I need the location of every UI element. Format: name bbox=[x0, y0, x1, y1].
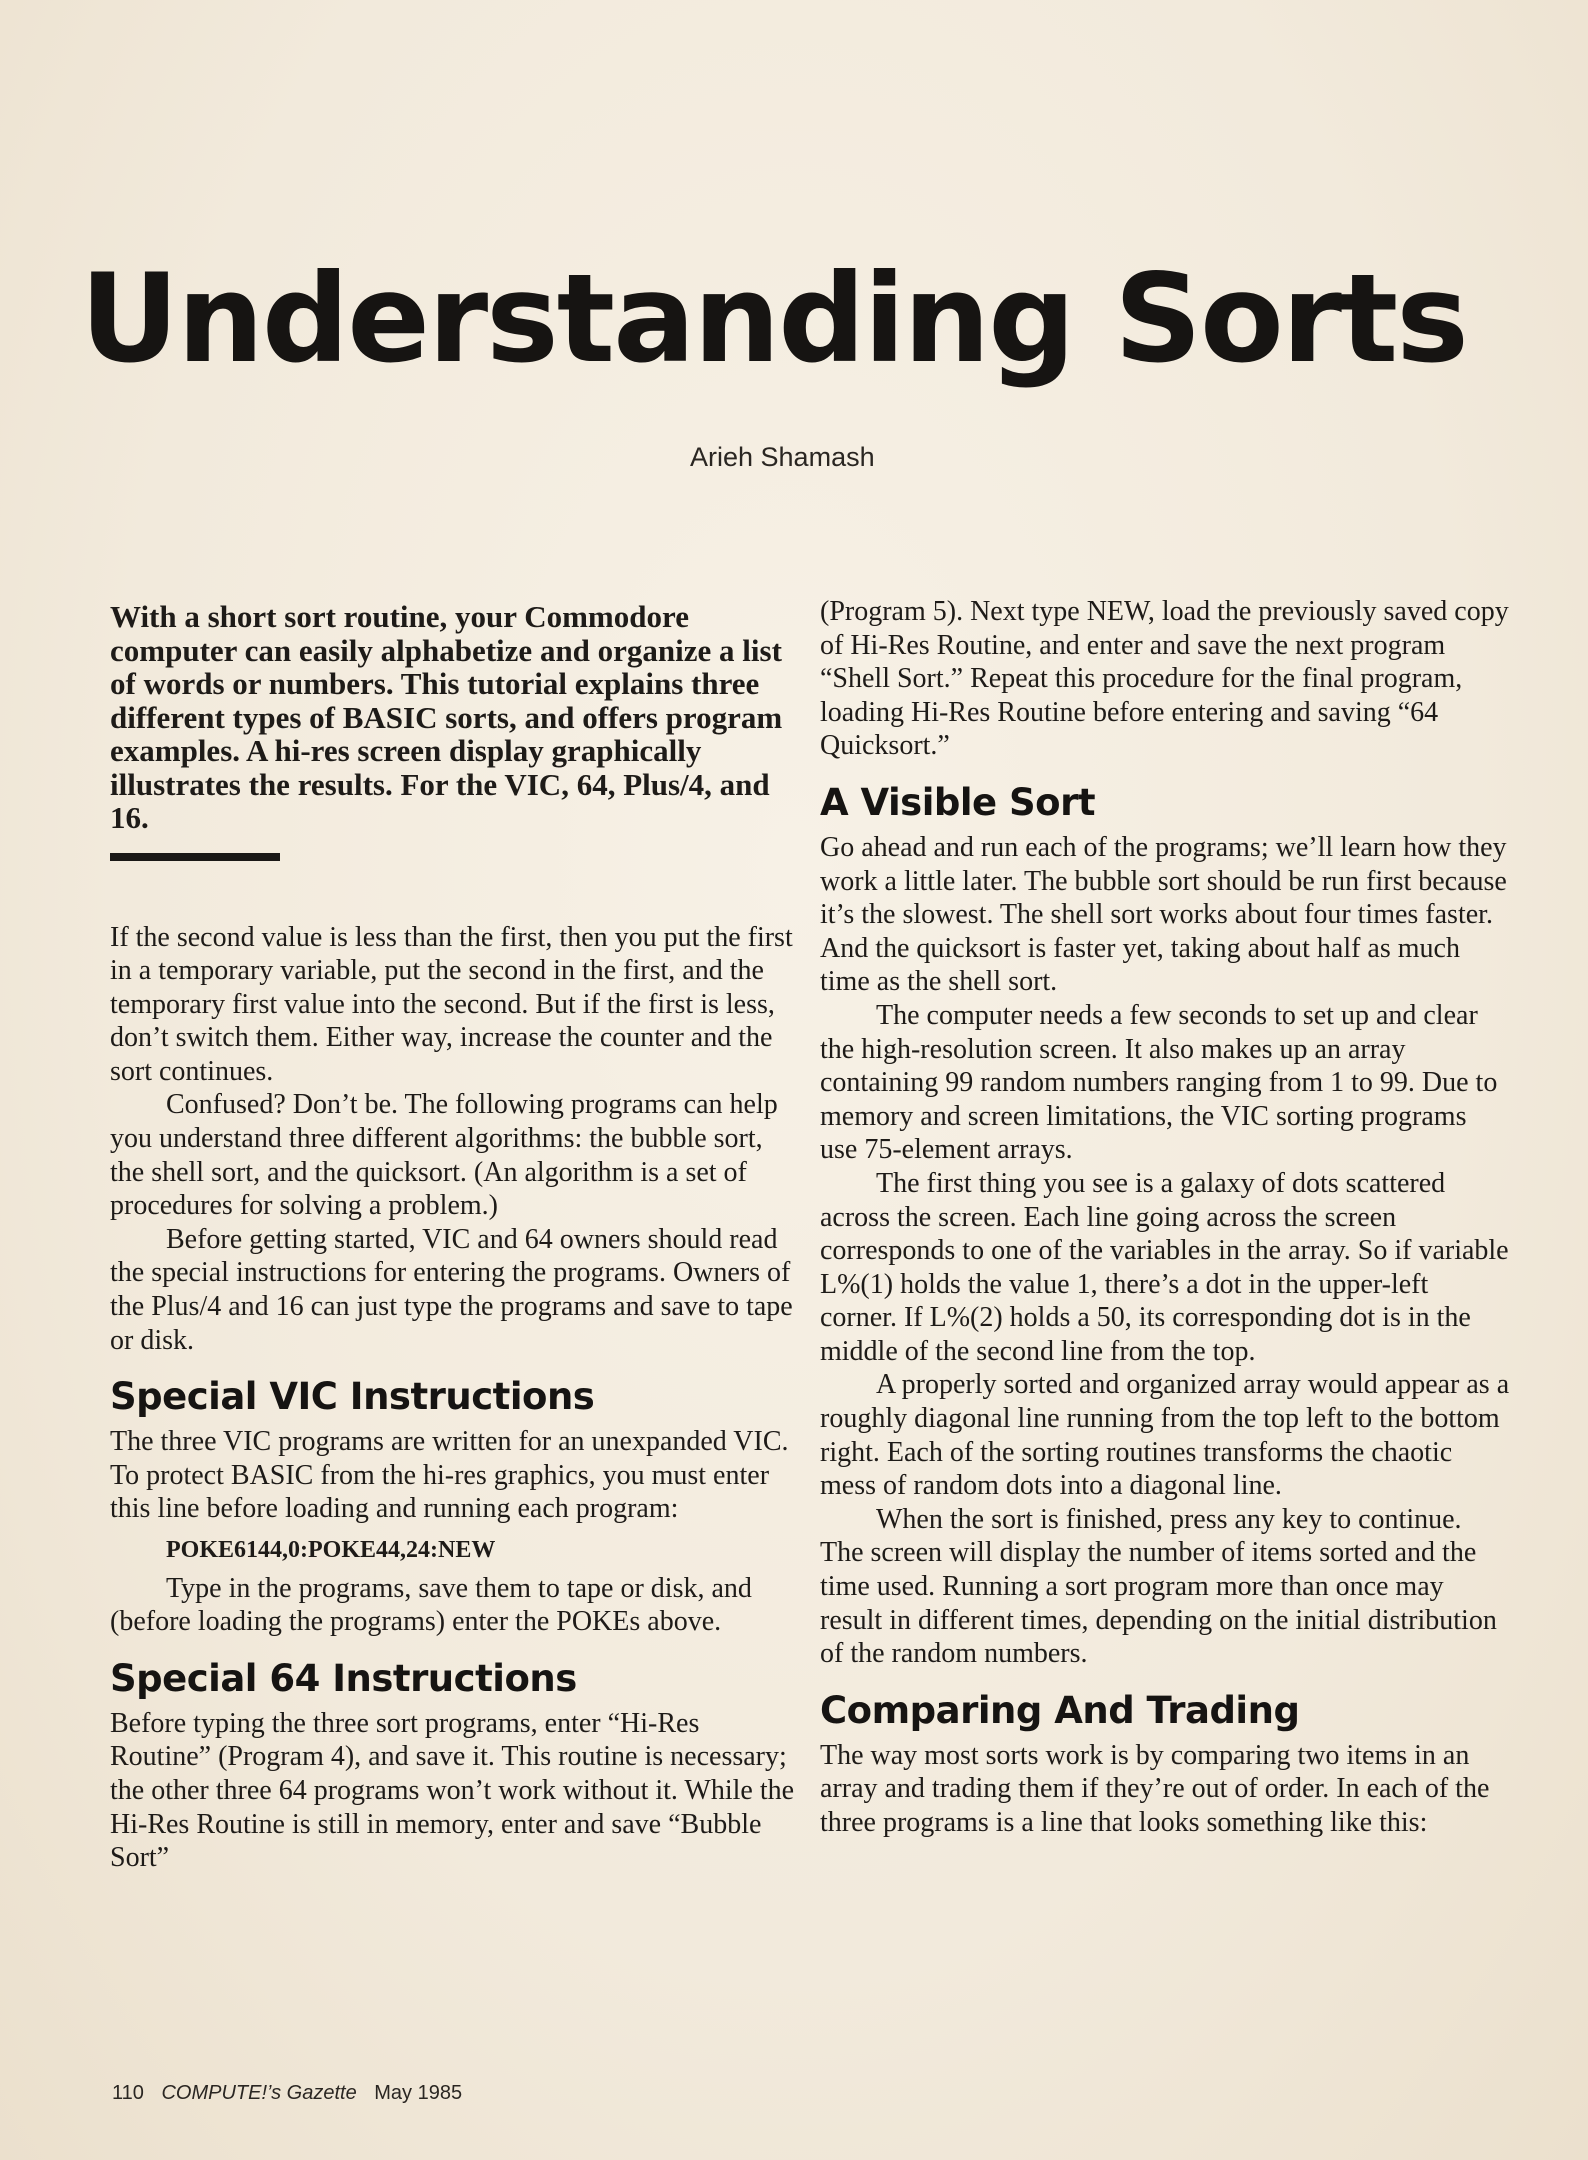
paragraph: If the second value is less than the first, then you put the first in a temporary variable, put the second in the first, and the temporary first value into the second. But if the first is less, don’t switch them. Either way, increase the counter and the sort continues. bbox=[110, 921, 793, 1087]
paragraph: The computer needs a few seconds to set up and clear the high-resolution screen. It also makes up an array containing 99 random numbers ranging from 1 to 99. Due to memory and screen limitations, the VIC sorting programs use 75-element arrays. bbox=[820, 999, 1498, 1166]
article-title: Understanding Sorts bbox=[80, 248, 1467, 390]
right-column bbox=[820, 595, 1510, 1840]
code-line: POKE6144,0:POKE44,24:NEW bbox=[166, 1537, 496, 1563]
paragraph: Type in the programs, save them to tape or disk, and (before loading the programs) enter the POKEs above. bbox=[110, 1572, 752, 1638]
section-heading-vic: Special VIC Instructions bbox=[110, 1375, 595, 1419]
paragraph: The first thing you see is a galaxy of dots scattered across the screen. Each line going across the screen corresponds to one of the variables in the array. So if variable L%(1) holds the value 1, there’s a dot in the upper-left corner. If L%(2) holds a 50, its corresponding dot is in the middle of the second line from the top. bbox=[820, 1167, 1509, 1367]
author-byline: Arieh Shamash bbox=[690, 442, 875, 472]
paragraph: (Program 5). Next type NEW, load the previously saved copy of Hi-Res Routine, and enter and save the next program “Shell Sort.” Repeat this procedure for the final program, loading Hi-Res Routine before entering and saving “64 Quicksort.” bbox=[820, 596, 1509, 762]
paragraph: The three VIC programs are written for an unexpanded VIC. To protect BASIC from the hi-res graphics, you must enter this line before loading and running each program: bbox=[110, 1426, 789, 1525]
section-heading-visible-sort: A Visible Sort bbox=[820, 780, 1096, 824]
intro-blurb: With a short sort routine, your Commodore computer can easily alphabetize and organize a list of words or numbers. This tutorial explains three different types of BASIC sorts, and offers program examples. A hi-res screen display graphically illustrates the results. For the VIC, 64, Plus/4, and 16. bbox=[110, 599, 783, 835]
page-footer bbox=[112, 2082, 474, 2105]
issue-date: May 1985 bbox=[374, 2082, 463, 2104]
paragraph: Before getting started, VIC and 64 owners should read the special instructions for entering the programs. Owners of the Plus/4 and 16 can just type the programs and save to tape or disk. bbox=[110, 1223, 793, 1356]
paragraph: When the sort is finished, press any key to continue. The screen will display the number of items sorted and the time used. Running a sort program more than once may result in different times, depending on the initial distribution of the random numbers. bbox=[820, 1503, 1497, 1670]
paragraph: A properly sorted and organized array would appear as a roughly diagonal line running from the top left to the bottom right. Each of the sorting routines transforms the chaotic mess of random dots into a diagonal line. bbox=[820, 1369, 1510, 1502]
intro-divider bbox=[110, 853, 280, 861]
page-number: 110 bbox=[112, 2082, 144, 2104]
paragraph: Go ahead and run each of the programs; we’ll learn how they work a little later. The bubble sort should be run first because it’s the slowest. The shell sort works about four times faster. And the quicksort is faster yet, taking about half as much time as the shell sort. bbox=[820, 831, 1507, 998]
left-column bbox=[110, 600, 800, 1875]
magazine-name: COMPUTE!’s Gazette bbox=[161, 2082, 357, 2104]
paragraph: Before typing the three sort programs, enter “Hi-Res Routine” (Program 4), and save it. This routine is necessary; the other three 64 programs won’t work without it. While the Hi-Res Routine is still in memory, enter and save “Bubble Sort” bbox=[110, 1707, 795, 1874]
paragraph: Confused? Don’t be. The following programs can help you understand three different algorithms: the bubble sort, the shell sort, and the quicksort. (An algorithm is a set of procedures for solving a problem.) bbox=[110, 1089, 778, 1222]
section-heading-comparing: Comparing And Trading bbox=[820, 1688, 1300, 1732]
section-heading-64: Special 64 Instructions bbox=[110, 1656, 577, 1700]
paragraph: The way most sorts work is by comparing two items in an array and trading them if they’re out of order. In each of the three programs is a line that looks something like this: bbox=[820, 1739, 1490, 1838]
